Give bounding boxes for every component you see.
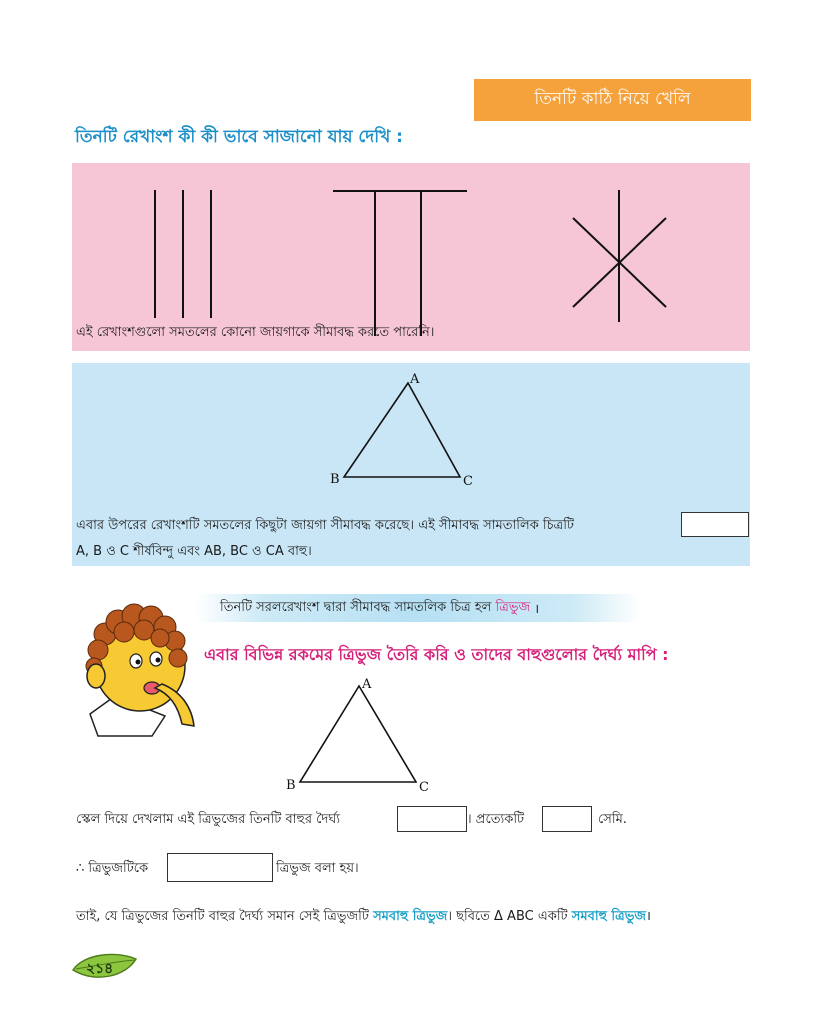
vertex-label-b: B xyxy=(330,472,340,487)
measure-unit: সেমি. xyxy=(598,812,627,827)
definition-term: ত্রিভুজ xyxy=(495,599,531,615)
conclusion-term-1: সমবাহু ত্রিভুজ xyxy=(373,909,448,924)
vertex-label-c: C xyxy=(463,474,473,489)
answer-box-triangle-type[interactable] xyxy=(167,853,273,882)
measure-text-1: স্কেল দিয়ে দেখলাম এই ত্রিভুজের তিনটি বাহুর দৈর্ঘ্য xyxy=(76,812,340,827)
vertex-label-a-2: A xyxy=(362,677,372,692)
section-heading-arrangements: তিনটি রেখাংশ কী কী ভাবে সাজানো যায় দেখি : xyxy=(75,127,403,147)
triangle-2-shape xyxy=(300,686,416,782)
conclusion-text-1: তাই, যে ত্রিভুজের তিনটি বাহুর দৈর্ঘ্য সমান সেই ত্রিভুজটি xyxy=(76,909,369,924)
measure-text-2: । প্রত্যেকটি xyxy=(467,812,525,827)
definition-end: । xyxy=(534,602,540,617)
vertex-label-a: A xyxy=(410,372,420,387)
conclusion-term-2: সমবাহু ত্রিভুজ xyxy=(571,909,647,924)
banner-title: তিনটি কাঠি নিয়ে খেলি xyxy=(534,89,691,109)
page-number-leaf xyxy=(70,950,140,984)
conclusion-end: । xyxy=(646,909,651,924)
definition-text: তিনটি সরলরেখাংশ দ্বারা সীমাবদ্ধ সামতলিক চিত্র হল xyxy=(220,599,492,615)
conclusion-text-2: । ছবিতে Δ ABC একটি xyxy=(447,909,568,924)
section-heading-measure: এবার বিভিন্ন রকমের ত্রিভুজ তৈরি করি ও তাদের বাহুগুলোর দৈর্ঘ্য মাপি : xyxy=(204,645,669,664)
conclusion-line xyxy=(76,906,651,928)
vertex-label-b-2: B xyxy=(286,778,296,793)
vertices-sides-text: A, B ও C শীর্ষবিন্দু এবং AB, BC ও CA বাহু। xyxy=(76,544,312,559)
open-arrangements-caption: এই রেখাংশগুলো সমতলের কোনো জায়গাকে সীমাবদ্ধ করতে পারেনি। xyxy=(76,325,435,340)
enclosed-figure-text: এবার উপরের রেখাংশটি সমতলের কিছুটা জায়গা সীমাবদ্ধ করেছে। এই সীমাবদ্ধ সামতালিক চিত্রটি xyxy=(76,518,575,533)
therefore-text-2: ত্রিভুজ বলা হয়। xyxy=(276,861,359,876)
therefore-text-1: ∴ ত্রিভুজটিকে xyxy=(76,861,149,876)
answer-box-each-length[interactable] xyxy=(542,806,592,832)
page-number: ২১৪ xyxy=(86,961,114,977)
answer-box-side-lengths[interactable] xyxy=(397,806,467,832)
vertex-label-c-2: C xyxy=(419,780,429,795)
